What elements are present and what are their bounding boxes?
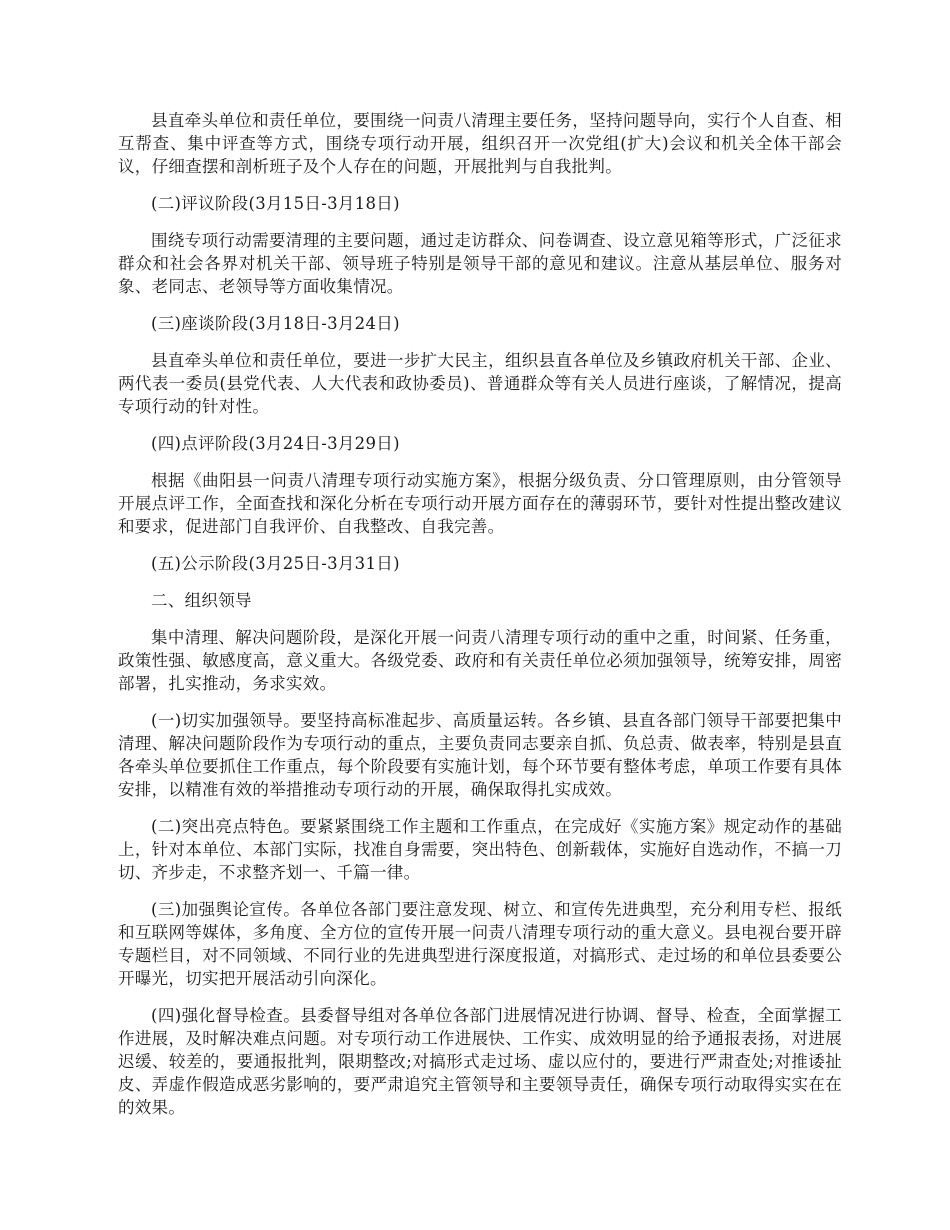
paragraph-highlights: (二)突出亮点特色。要紧紧围绕工作主题和工作重点，在完成好《实施方案》规定动作的基础上，针对本单位、本部门实际，找准自身需要，突出特色、创新载体，实施好自选动作，不搞一刀切、齐步走，不求整齐划一、千篇一律。 <box>118 817 842 882</box>
paragraph-publicity: (三)加强舆论宣传。各单位各部门要注意发现、树立、和宣传先进典型，充分利用专栏、报纸和互联网等媒体，多角度、全方位的宣传开展一问责八清理专项行动的重大意义。县电视台要开辟专题栏目，对不同领域、不同行业的先进典型进行深度报道，对搞形式、走过场的和单位县委要公开曝光，切实把开展活动引向深化。 <box>118 900 842 988</box>
document-page <box>118 109 842 1133</box>
heading-forum-stage: (三)座谈阶段(3月18日-3月24日) <box>151 314 400 333</box>
heading-publicity-stage: (五)公示阶段(3月25日-3月31日) <box>151 554 400 573</box>
paragraph-comment: 根据《曲阳县一问责八清理专项行动实施方案》，根据分级负责、分口管理原则，由分管领导开展点评工作，全面查找和深化分析在专项行动开展方面存在的薄弱环节，要针对性提出整改建议和要求，促进部门自我评价、自我整改、自我完善。 <box>118 471 842 536</box>
paragraph-organization: 集中清理、解决问题阶段，是深化开展一问责八清理专项行动的重中之重，时间紧、任务重，政策性强、敏感度高，意义重大。各级党委、政府和有关责任单位必须加强领导，统筹安排，周密部署，扎实推动，务求实效。 <box>118 628 842 693</box>
heading-comment-stage: (四)点评阶段(3月24日-3月29日) <box>151 434 400 453</box>
heading-review-stage: (二)评议阶段(3月15日-3月18日) <box>151 194 400 213</box>
paragraph-forum: 县直牵头单位和责任单位，要进一步扩大民主，组织县直各单位及乡镇政府机关干部、企业、两代表一委员(县党代表、人大代表和政协委员)、普通群众等有关人员进行座谈，了解情况，提高专项行动的针对性。 <box>118 351 842 416</box>
heading-organization: 二、组织领导 <box>151 591 252 610</box>
paragraph-supervision: (四)强化督导检查。县委督导组对各单位各部门进展情况进行协调、督导、检查，全面掌握工作进展，及时解决难点问题。对专项行动工作进展快、工作实、成效明显的给予通报表扬，对进展迟缓、较差的，要通报批判，限期整改;对搞形式走过场、虚以应付的，要进行严肃查处;对推诿扯皮、弄虚作假造成恶劣影响的，要严肃追究主管领导和主要领导责任，确保专项行动取得实实在在的效果。 <box>118 1006 842 1117</box>
paragraph-review: 围绕专项行动需要清理的主要问题，通过走访群众、问卷调查、设立意见箱等形式，广泛征求群众和社会各界对机关干部、领导班子特别是领导干部的意见和建议。注意从基层单位、服务对象、老同志、老领导等方面收集情况。 <box>118 231 842 296</box>
paragraph-leadership: (一)切实加强领导。要坚持高标准起步、高质量运转。各乡镇、县直各部门领导干部要把集中清理、解决问题阶段作为专项行动的重点，主要负责同志要亲自抓、负总责、做表率，特别是县直各牵头单位要抓住工作重点，每个阶段要有实施计划，每个环节要有整体考虑，单项工作要有具体安排，以精准有效的举措推动专项行动的开展，确保取得扎实成效。 <box>118 711 842 799</box>
paragraph-intro: 县直牵头单位和责任单位，要围绕一问责八清理主要任务，坚持问题导向，实行个人自查、相互帮查、集中评查等方式，围绕专项行动开展，组织召开一次党组(扩大)会议和机关全体干部会议，仔细查摆和剖析班子及个人存在的问题，开展批判与自我批判。 <box>118 111 842 176</box>
